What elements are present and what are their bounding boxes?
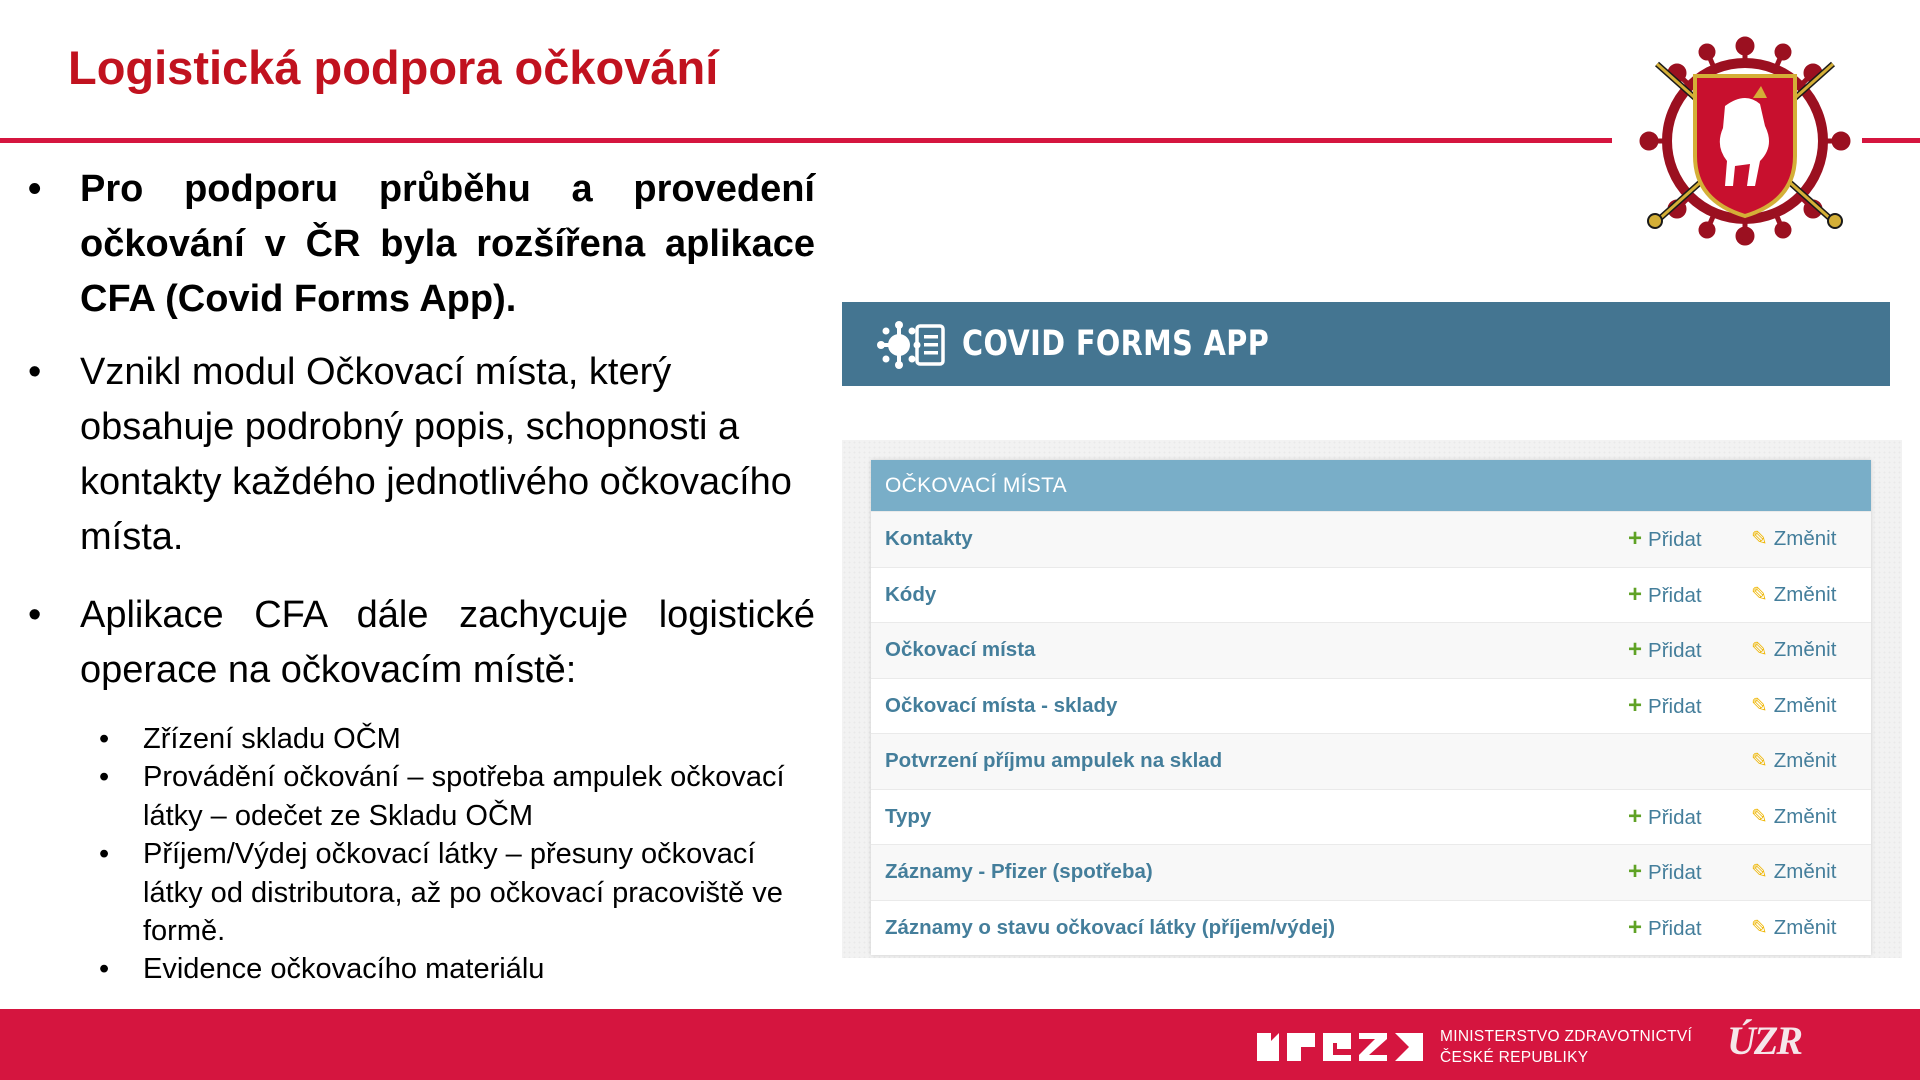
sub-bullet-material: • Evidence očkovacího materiálu [143,950,823,989]
change-label: Změnit [1773,804,1837,828]
admin-row-link[interactable]: Záznamy o stavu očkovací látky (příjem/výdej) [885,915,1336,939]
pencil-icon: ✎ [1751,916,1768,939]
ministry-name-line1: MINISTERSTVO ZDRAVOTNICTVÍ [1440,1028,1693,1045]
app-title: COVID FORMS APP [962,324,1270,364]
military-emblem-logo [1635,36,1855,246]
ministry-name [1440,1026,1692,1068]
title-divider-right [1862,138,1920,143]
admin-row-link[interactable]: Očkovací místa - sklady [885,693,1118,717]
admin-module-vaccination-sites [871,460,1871,955]
admin-rows [871,511,1871,955]
pencil-icon: ✎ [1751,750,1768,772]
admin-row-link[interactable]: Typy [885,804,932,828]
admin-row [871,789,1871,845]
change-label: Změnit [1773,582,1837,606]
add-label: Přidat [1648,694,1702,718]
plus-icon: + [1628,913,1643,941]
pencil-icon: ✎ [1751,694,1768,717]
add-label: Přidat [1648,639,1702,662]
add-label: Přidat [1648,528,1702,551]
change-label: Změnit [1773,527,1837,550]
change-label: Změnit [1773,915,1837,939]
change-label: Změnit [1773,638,1837,661]
add-label: Přidat [1648,916,1702,940]
admin-row-link[interactable]: Kódy [885,582,937,606]
change-button[interactable] [1751,790,1836,845]
plus-icon: + [1628,636,1643,663]
footer-bar [0,1009,1920,1080]
add-button[interactable] [1628,512,1702,568]
app-header-banner [842,302,1890,386]
admin-row-link[interactable]: Očkovací místa [885,638,1036,661]
change-button[interactable] [1751,679,1836,734]
admin-row-link[interactable]: Kontakty [885,527,973,550]
change-button[interactable] [1751,845,1836,900]
change-button[interactable] [1751,734,1836,789]
add-button[interactable] [1628,623,1702,679]
change-button[interactable] [1751,623,1836,678]
sub-bullet-transfers: • Příjem/Výdej očkovací látky – přesuny očkovací látky od distributora, až po očkovací pracoviště ve formě. [143,835,823,951]
virus-form-icon [877,318,947,372]
pencil-icon: ✎ [1751,805,1768,828]
uzr-logo: ÚZR [1727,1018,1801,1063]
sub-bullet-vaccination: • Provádění očkování – spotřeba ampulek očkovací látky – odečet ze Skladu OČM [143,758,823,835]
add-label: Přidat [1648,805,1702,829]
change-button[interactable] [1751,568,1836,623]
ministry-logo [1257,1027,1423,1067]
slide-title: Logistická podpora očkování [68,41,719,94]
add-button[interactable] [1628,901,1702,957]
admin-screenshot [842,440,1902,958]
module-caption[interactable]: OČKOVACÍ MÍSTA [871,460,1871,511]
admin-row-link[interactable]: Záznamy - Pfizer (spotřeba) [885,860,1153,883]
admin-row [871,678,1871,734]
sub-bullet-warehouse: • Zřízení skladu OČM [143,720,823,759]
add-button[interactable] [1628,790,1702,846]
pencil-icon: ✎ [1751,861,1768,883]
pencil-icon: ✎ [1751,639,1768,661]
change-button[interactable] [1751,512,1836,567]
change-label: Změnit [1773,749,1837,772]
pencil-icon: ✎ [1751,583,1768,606]
change-label: Změnit [1773,693,1837,717]
title-divider [0,138,1612,143]
change-button[interactable] [1751,901,1836,956]
admin-row-link[interactable]: Potvrzení příjmu ampulek na sklad [885,749,1223,772]
change-label: Změnit [1773,860,1837,883]
admin-row [871,844,1871,900]
ministry-name-line2: ČESKÉ REPUBLIKY [1440,1049,1589,1066]
add-button[interactable] [1628,568,1702,624]
plus-icon: + [1628,691,1643,719]
plus-icon: + [1628,858,1643,885]
pencil-icon: ✎ [1751,528,1768,550]
add-label: Přidat [1648,583,1702,607]
add-button[interactable] [1628,845,1702,901]
plus-icon: + [1628,580,1643,608]
add-button[interactable] [1628,679,1702,735]
plus-icon: + [1628,525,1643,552]
bullet-logistics: • Aplikace CFA dále zachycuje logistické operace na očkovacím místě: [80,588,815,698]
add-label: Přidat [1648,861,1702,884]
admin-row [871,622,1871,678]
plus-icon: + [1628,802,1643,830]
admin-row [871,733,1871,789]
bullet-module-description: • Vznikl modul Očkovací místa, který obsahuje podrobný popis, schopnosti a kontakty každého jednotlivého očkovacího místa. [80,345,815,565]
admin-row [871,900,1871,956]
admin-row [871,567,1871,623]
bullet-cfa-extension: • Pro podporu průběhu a provedení očkování v ČR byla rozšířena aplikace CFA (Covid Forms App). [80,162,815,327]
admin-row [871,511,1871,567]
